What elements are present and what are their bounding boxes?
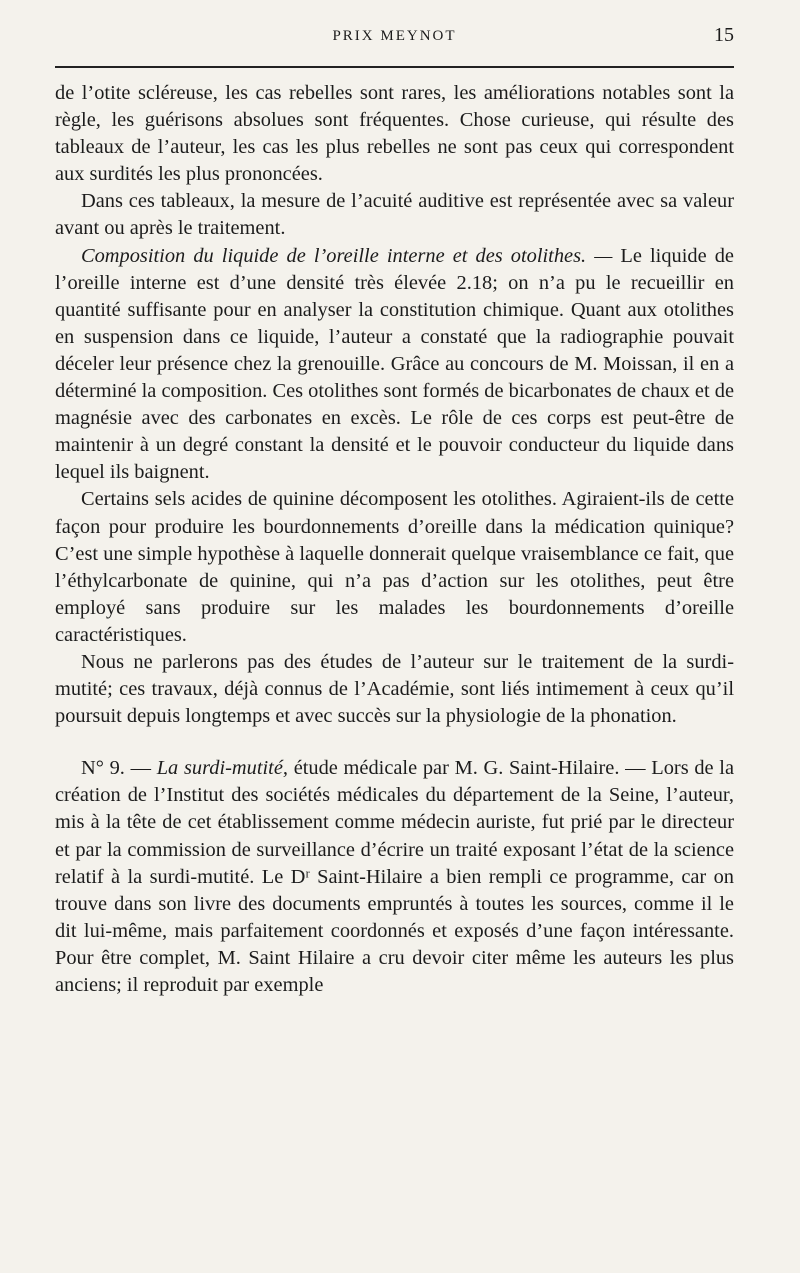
paragraph-text: Nous ne parlerons pas des études de l’auteur sur le traitement de la surdi-mutité; ces travaux, déjà connus de l’Académie, sont liés intimement à ceux qu’il poursuit depuis longtemps et avec succès sur la physiologie de la phonation. — [55, 650, 734, 728]
header-rule — [55, 66, 734, 68]
paragraph-surdi-mutite-studies — [55, 649, 734, 730]
entry-text: étude médicale par M. G. Saint-Hilaire. — Lors de la création de l’Institut des sociétés médicales du département de la Seine, l’auteur, mis à la tête de cet établissement comme médecin auriste, fut prié par le directeur et par la commission de surveillance d’écrire un traité exposant l’état de la science relatif à la surdi-mutité. Le Dʳ Saint-Hilaire a bien rempli ce programme, car on trouve dans son livre des documents empruntés à toutes les sources, comme il le dit lui-même, mais parfaitement coordonnés et exposés d’une façon intéressante. Pour être complet, M. Saint Hilaire a cru devoir citer même les auteurs les plus anciens; il reproduit par exemple — [55, 757, 734, 996]
body-text — [55, 80, 734, 999]
paragraph-text: Dans ces tableaux, la mesure de l’acuité auditive est représentée avec sa valeur avant ou après le traitement. — [55, 190, 734, 240]
entry-number: N° 9. — — [81, 757, 151, 780]
section-heading: Composition du liquide de l’oreille interne et des otolithes. — — [81, 244, 613, 267]
entry-no-9 — [55, 755, 734, 999]
paragraph-text: de l’otite scléreuse, les cas rebelles sont rares, les améliorations notables sont la règle, les guérisons absolues sont fréquentes. Chose curieuse, qui résulte des tableaux de l’auteur, les cas les plus rebelles ne sont pas ceux qui correspondent aux surdités les plus prononcées. — [55, 82, 734, 186]
paragraph-tableaux — [55, 188, 734, 242]
entry-title: La surdi-mutité, — [156, 757, 288, 780]
paragraph-quinine — [55, 486, 734, 649]
paragraph-otite — [55, 80, 734, 188]
page-header — [55, 22, 734, 48]
running-title: PRIX MEYNOT — [332, 28, 457, 44]
paragraph-composition — [55, 243, 734, 487]
paragraph-text: Le liquide de l’oreille interne est d’une densité très élevée 2.18; on n’a pu le recueillir en quantité suffisante pour en analyser la constitution chimique. Quant aux otolithes en suspension dans ce liquide, l’auteur a constaté que la radiographie pouvait déceler leur présence chez la grenouille. Grâce au concours de M. Moissan, il en a déterminé la composition. Ces otolithes sont formés de bicarbonates de chaux et de magnésie avec des carbonates en excès. Le rôle de ces corps est peut-être de maintenir à un degré constant la densité et le pouvoir conducteur du liquide dans lequel ils baignent. — [55, 244, 734, 484]
page-number: 15 — [714, 24, 734, 46]
paragraph-text: Certains sels acides de quinine décomposent les otolithes. Agiraient-ils de cette façon pour produire les bourdonnements d’oreille dans la médication quinique? C’est une simple hypothèse à laquelle donnerait quelque vraisemblance ce fait, que l’éthylcarbonate de quinine, qui n’a pas d’action sur les otolithes, peut être employé sans produire sur les malades les bourdonnements d’oreille caractéristiques. — [55, 488, 734, 646]
